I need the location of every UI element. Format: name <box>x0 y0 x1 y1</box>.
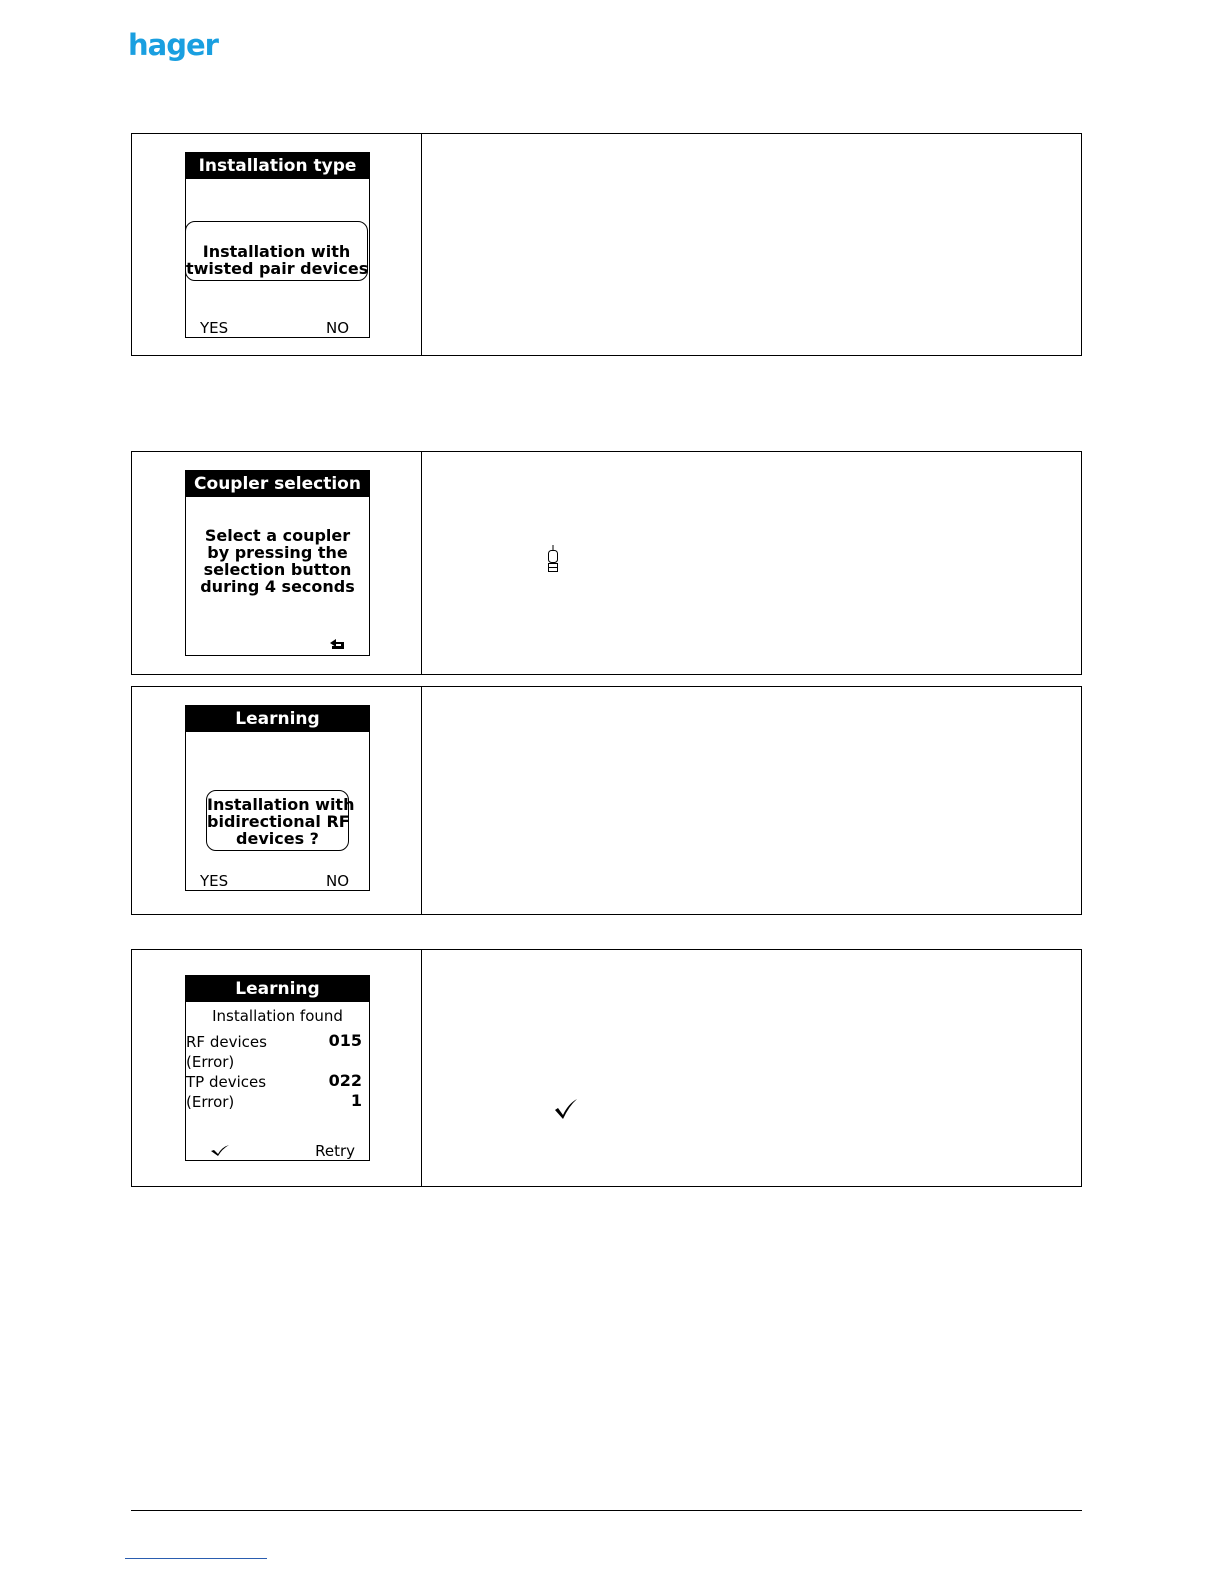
message-line: selection button <box>203 560 352 579</box>
stat-value: 015 <box>328 1031 362 1050</box>
footer-rule <box>131 1510 1082 1511</box>
stat-label: (Error) <box>186 1053 235 1071</box>
footer-link-underline[interactable] <box>125 1558 267 1559</box>
column-divider <box>421 452 422 674</box>
lcd-screen <box>185 152 370 338</box>
hager-logo: hager <box>128 28 218 62</box>
column-divider <box>421 950 422 1186</box>
message-bubble <box>185 221 368 281</box>
message-line: bidirectional RF <box>207 812 350 831</box>
no-softkey[interactable]: NO <box>325 319 349 337</box>
screen-title: Learning <box>186 706 369 732</box>
message-line: during 4 seconds <box>200 577 355 596</box>
lcd-screen <box>185 975 370 1161</box>
stat-value: 022 <box>328 1071 362 1090</box>
message-line: Installation with <box>202 242 351 261</box>
message-line: devices ? <box>236 829 319 848</box>
lcd-screen <box>185 705 370 891</box>
result-subtitle: Installation found <box>212 1007 343 1025</box>
retry-softkey[interactable]: Retry <box>315 1142 355 1160</box>
yes-softkey[interactable]: YES <box>200 872 229 890</box>
column-divider <box>421 687 422 914</box>
message-line: by pressing the <box>207 543 348 562</box>
coupler-device-icon <box>547 544 559 574</box>
screen-title: Coupler selection <box>186 471 369 497</box>
back-arrow-icon[interactable] <box>329 638 349 650</box>
column-divider <box>421 134 422 355</box>
checkmark-icon[interactable] <box>210 1144 230 1157</box>
step-installation-type <box>131 133 1082 356</box>
step-learning-rf <box>131 686 1082 915</box>
stat-label: (Error) <box>186 1093 235 1111</box>
step-coupler-selection <box>131 451 1082 675</box>
message-line: Select a coupler <box>204 526 351 545</box>
stat-label: TP devices <box>186 1073 267 1091</box>
no-softkey[interactable]: NO <box>325 872 349 890</box>
message-line: Installation with <box>207 795 355 814</box>
yes-softkey[interactable]: YES <box>200 319 229 337</box>
step-learning-result <box>131 949 1082 1187</box>
screen-title: Installation type <box>186 153 369 179</box>
stat-label: RF devices <box>186 1033 267 1051</box>
checkmark-icon <box>554 1098 578 1120</box>
stat-value: 1 <box>350 1091 362 1110</box>
message-line: twisted pair devices <box>186 259 369 278</box>
message-bubble <box>206 790 355 851</box>
lcd-screen <box>185 470 370 656</box>
screen-title: Learning <box>186 976 369 1002</box>
